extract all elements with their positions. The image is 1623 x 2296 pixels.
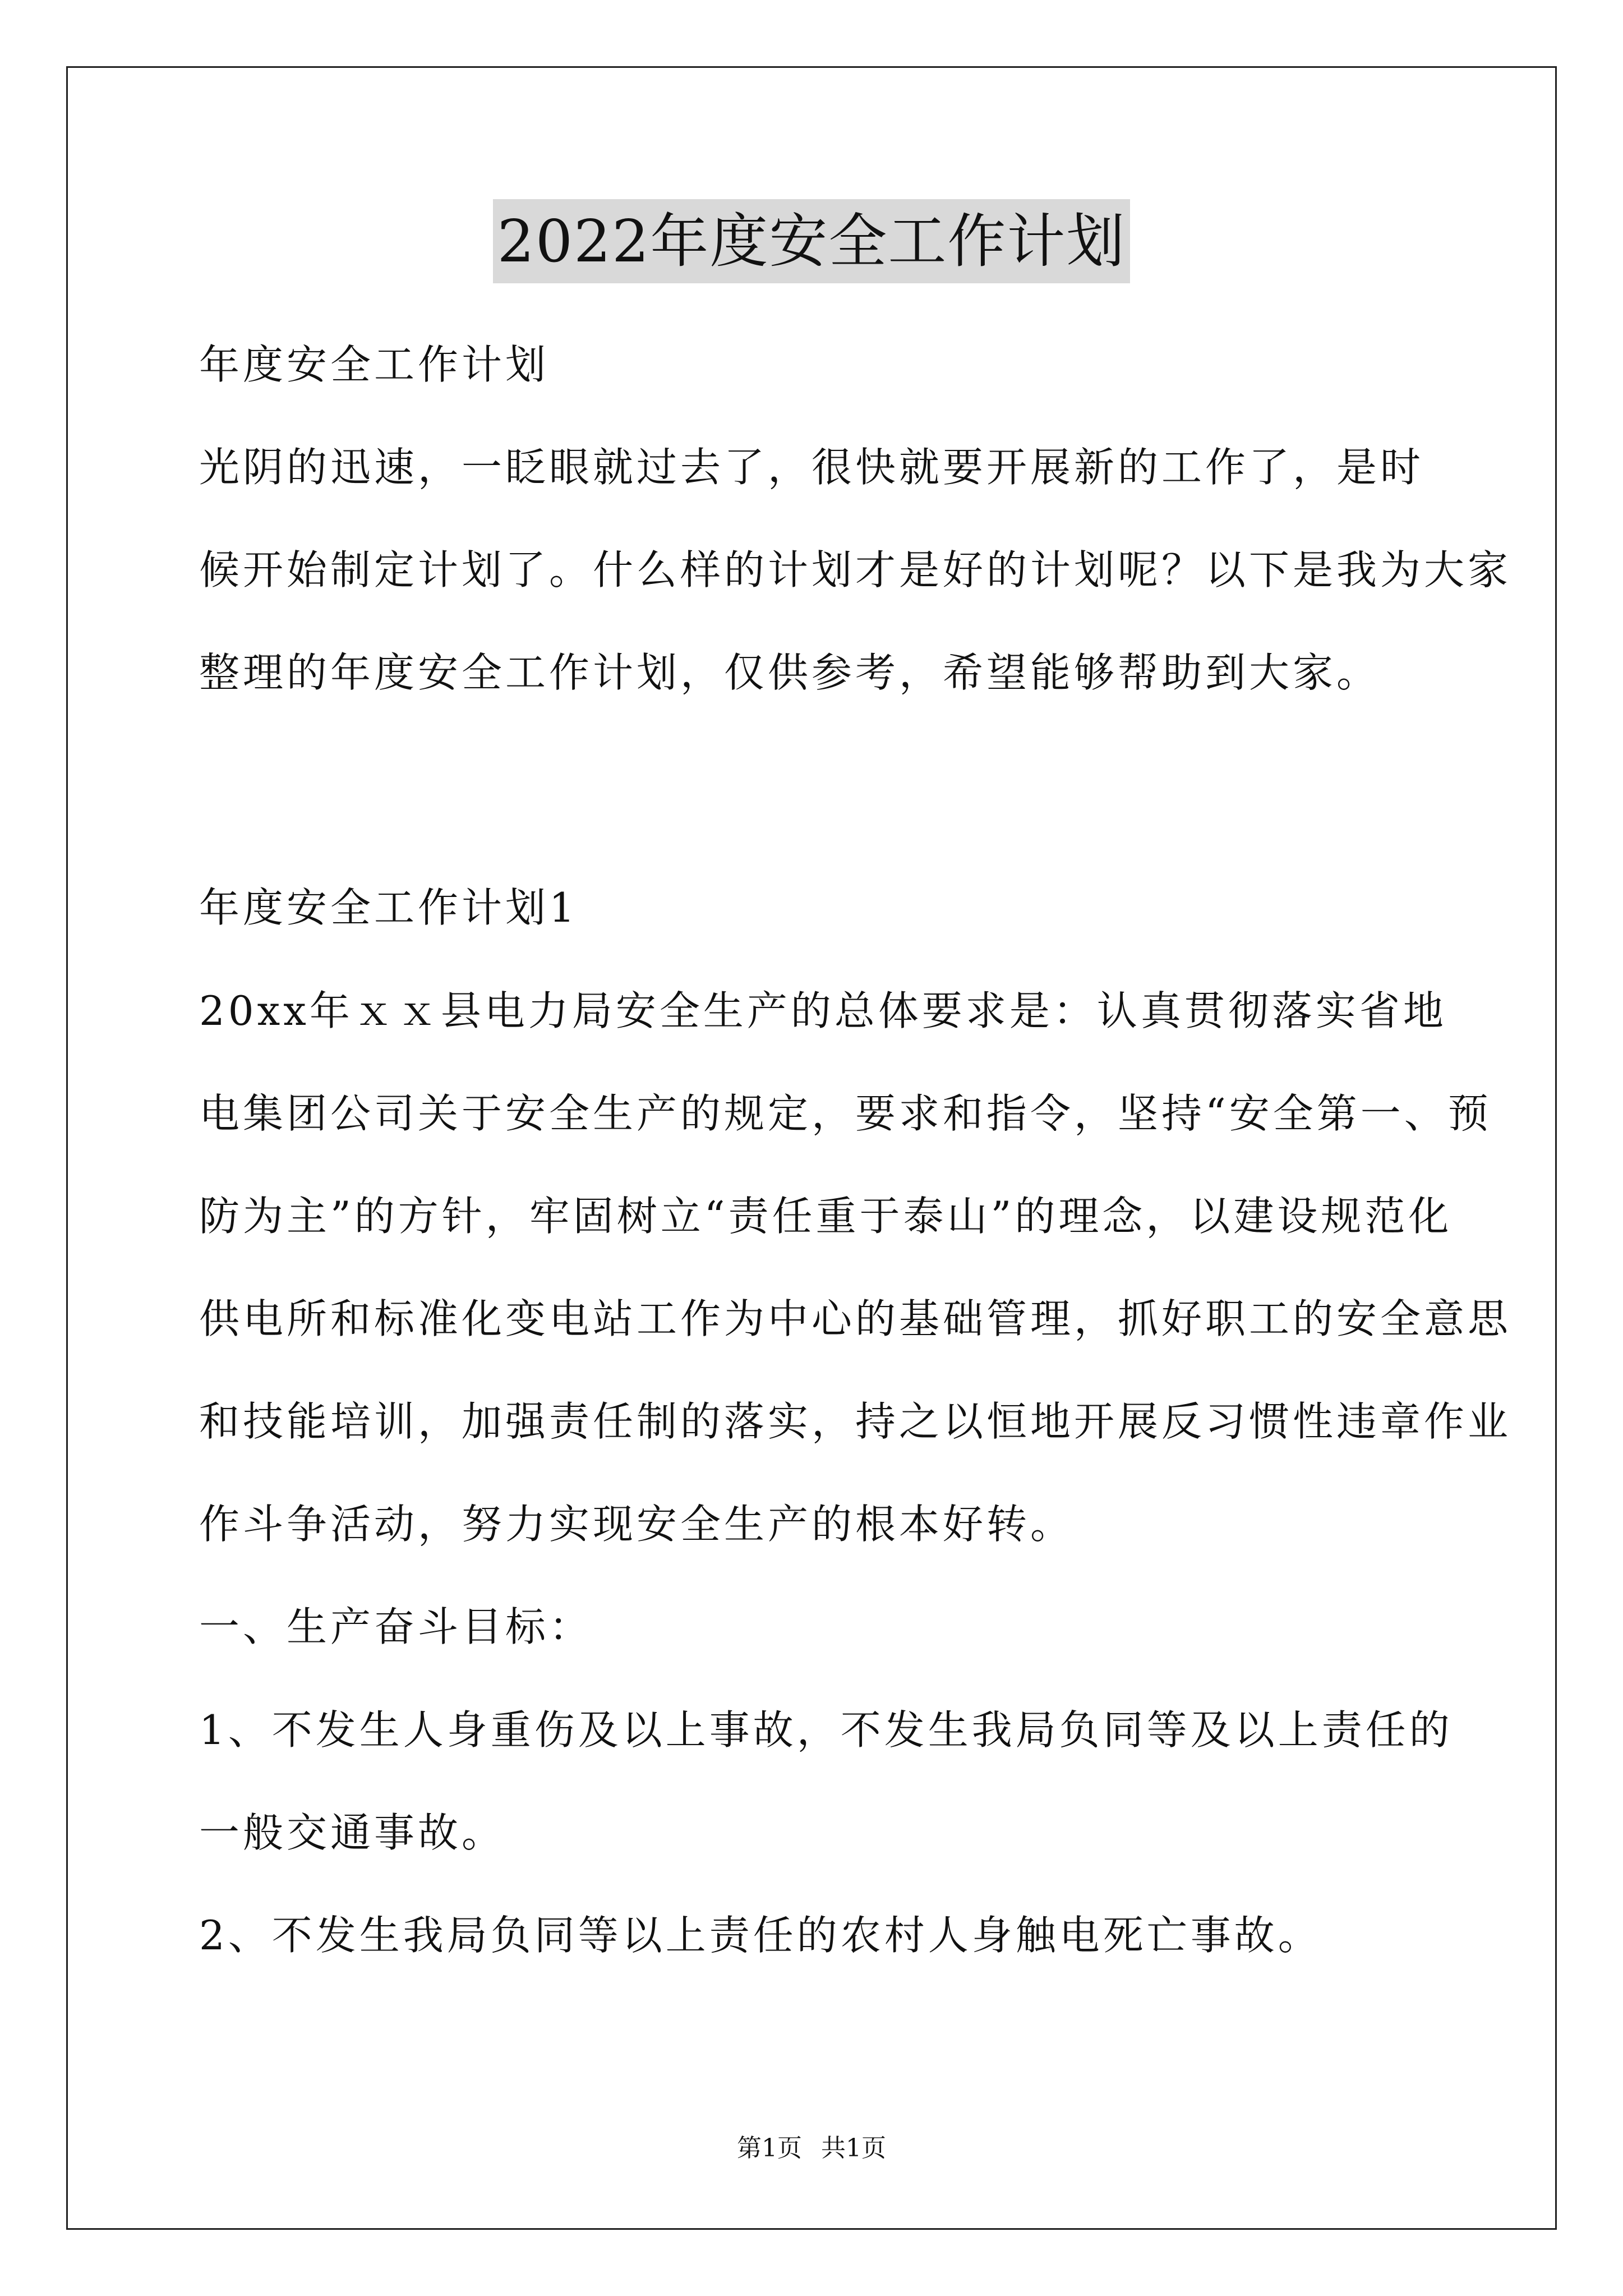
- body-line: 20xx年ｘｘ县电力局安全生产的总体要求是：认真贯彻落实省地: [199, 987, 1447, 1034]
- page-footer: [0, 2132, 1623, 2165]
- body-line: 整理的年度安全工作计划，仅供参考，希望能够帮助到大家。: [199, 649, 1381, 696]
- body-line: 和技能培训，加强责任制的落实，持之以恒地开展反习惯性违章作业: [199, 1398, 1512, 1445]
- document-title: 2022年度安全工作计划: [493, 199, 1131, 283]
- body-line: 一、生产奋斗目标：: [199, 1603, 593, 1650]
- page-total: 共1页: [821, 2134, 886, 2162]
- body-line: 光阴的迅速，一眨眼就过去了，很快就要开展新的工作了，是时: [199, 444, 1424, 491]
- section-heading: 年度安全工作计划1: [199, 884, 578, 931]
- title-container: [0, 199, 1623, 283]
- body-line: 候开始制定计划了。什么样的计划才是好的计划呢？以下是我为大家: [199, 546, 1512, 593]
- subtitle-line: 年度安全工作计划: [199, 341, 550, 388]
- body-line: 防为主”的方针，牢固树立“责任重于泰山”的理念，以建设规范化: [199, 1193, 1453, 1240]
- body-line: 作斗争活动，努力实现安全生产的根本好转。: [199, 1501, 1075, 1548]
- body-line: 2、不发生我局负同等以上责任的农村人身触电死亡事故。: [199, 1912, 1322, 1959]
- page-number: 第1页: [737, 2134, 802, 2162]
- body-line: 一般交通事故。: [199, 1809, 506, 1856]
- body-line: 电集团公司关于安全生产的规定，要求和指令，坚持“安全第一、预: [199, 1090, 1492, 1137]
- body-line: 1、不发生人身重伤及以上事故，不发生我局负同等及以上责任的: [199, 1706, 1453, 1754]
- body-line: 供电所和标准化变电站工作为中心的基础管理，抓好职工的安全意思: [199, 1295, 1512, 1342]
